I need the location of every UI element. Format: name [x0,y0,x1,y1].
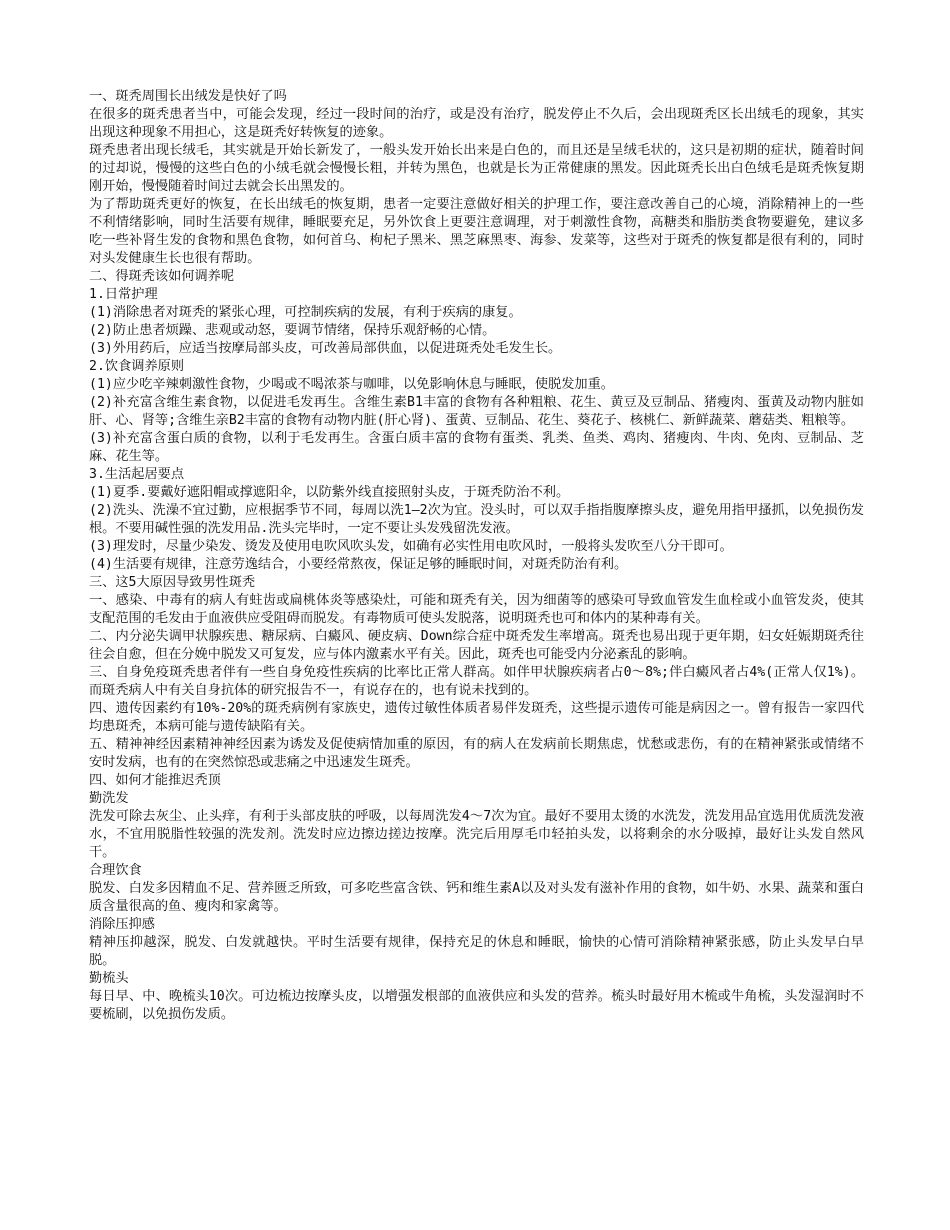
sub-heading: 3.生活起居要点 [89,467,185,482]
body-paragraph: 每日早、中、晚梳头10次。可边梳边按摩头皮，以增强发根部的血液供应和头发的营养。梳头时最好用木梳或牛角梳，头发湿润时不要梳刷，以免损伤发质。 [89,989,864,1022]
sub-heading: 勤梳头 [89,971,129,986]
body-paragraph: 洗发可除去灰尘、止头痒，有利于头部皮肤的呼吸，以每周洗发4～7次为宜。最好不要用太烫的水洗发，洗发用品宜选用优质洗发液水，不宜用脱脂性较强的洗发剂。洗发时应边擦边搓边按摩。洗完后用厚毛巾轻拍头发，以将剩余的水分吸掉，最好让头发自然风干。 [89,809,864,860]
body-paragraph: 斑秃患者出现长绒毛，其实就是开始长新发了，一般头发开始长出来是白色的，而且还是呈绒毛状的，这只是初期的症状，随着时间的过却说，慢慢的这些白色的小绒毛就会慢慢长粗，并转为黑色，也就是长为正常健康的黑发。因此斑秃长出白色绒毛是斑秃恢复期刚开始，慢慢随着时间过去就会长出黑发的。 [89,143,864,194]
document-body [89,88,864,1024]
body-paragraph: 二、内分泌失调甲状腺疾患、糖尿病、白癜风、硬皮病、Down综合症中斑秃发生率增高。斑秃也易出现于更年期，妇女妊娠期斑秃往往会自愈，但在分娩中脱发又可复发，应与体内激素水平有关。因此，斑秃也可能受内分泌紊乱的影响。 [89,629,864,662]
list-item: (3)外用药后，应适当按摩局部头皮，可改善局部供血，以促进斑秃处毛发生长。 [89,341,562,356]
list-item: (2)防止患者烦躁、悲观或动怒，要调节情绪，保持乐观舒畅的心情。 [89,323,496,338]
sub-heading: 消除压抑感 [89,917,155,932]
sub-heading: 2.饮食调养原则 [89,359,185,374]
section-heading: 一、斑秃周围长出绒发是快好了吗 [89,89,287,104]
list-item: (1)应少吃辛辣刺激性食物，少喝或不喝浓茶与咖啡，以免影响休息与睡眠，使脱发加重。 [89,377,614,392]
list-item: (4)生活要有规律，注意劳逸结合，小要经常熬夜，保证足够的睡眠时间，对斑秃防治有利。 [89,557,628,572]
body-paragraph: 五、精神神经因素精神神经因素为诱发及促使病情加重的原因，有的病人在发病前长期焦虑，忧愁或悲伤，有的在精神紧张或情绪不安时发病，也有的在突然惊恐或悲痛之中迅速发生斑秃。 [89,737,864,770]
list-item: (3)补充富含蛋白质的食物，以利于毛发再生。含蛋白质丰富的食物有蛋类、乳类、鱼类、鸡肉、猪瘦肉、牛肉、免肉、豆制品、芝麻、花生等。 [89,431,864,464]
body-paragraph: 脱发、白发多因精血不足、营养匮乏所致，可多吃些富含铁、钙和维生素A以及对头发有滋补作用的食物，如牛奶、水果、蔬菜和蛋白质含量很高的鱼、瘦肉和家禽等。 [89,881,864,914]
section-heading: 四、如何才能推迟秃顶 [89,773,221,788]
list-item: (2)补充富含维生素食物，以促进毛发再生。含维生素B1丰富的食物有各种粗粮、花生、黄豆及豆制品、猪瘦肉、蛋黄及动物内脏如肝、心、肾等;含维生亲B2丰富的食物有动物内脏(肝心肾)、蛋黄、豆制品、花生、葵花子、核桃仁、新鲜蔬菜、蘑菇类、粗粮等。 [89,395,864,428]
body-paragraph: 精神压抑越深，脱发、白发就越快。平时生活要有规律，保持充足的休息和睡眠，愉快的心情可消除精神紧张感，防止头发早白早脱。 [89,935,864,968]
body-paragraph: 一、感染、中毒有的病人有蛀齿或扁桃体炎等感染灶，可能和斑秃有关，因为细菌等的感染可导致血管发生血栓或小血管发炎，使其支配范围的毛发由于血液供应受阻碍而脱发。有毒物质可使头发脱落，说明斑秃也可和体内的某种毒有关。 [89,593,864,626]
sub-heading: 勤洗发 [89,791,129,806]
body-paragraph: 为了帮助斑秃更好的恢复，在长出绒毛的恢复期，患者一定要注意做好相关的护理工作，要注意改善自己的心境，消除精神上的一些不利情绪影响，同时生活要有规律，睡眠要充足，另外饮食上更要注意调理，对于刺激性食物，高糖类和脂肪类食物要避免，建议多吃一些补肾生发的食物和黑色食物，如何首乌、枸杞子黑米、黑芝麻黑枣、海参、发菜等，这些对于斑秃的恢复都是很有利的，同时对头发健康生长也很有帮助。 [89,197,864,266]
sub-heading: 合理饮食 [89,863,142,878]
body-paragraph: 三、自身免疫斑秃患者伴有一些自身免疫性疾病的比率比正常人群高。如伴甲状腺疾病者占0～8%;伴白癜风者占4%(正常人仅1%)。而斑秃病人中有关自身抗体的研究报告不一，有说存在的，也有说未找到的。 [89,665,864,698]
sub-heading: 1.日常护理 [89,287,158,302]
list-item: (1)夏季.要戴好遮阳帽或撑遮阳伞，以防紫外线直接照射头皮，于斑秃防治不利。 [89,485,570,500]
list-item: (2)洗头、洗澡不宜过勤，应根据季节不同，每周以洗1—2次为宜。没头时，可以双手指指腹摩擦头皮，避免用指甲搔抓，以免损伤发根。不要用碱性强的洗发用品.洗头完毕时，一定不要让头发残留洗发液。 [89,503,864,536]
body-paragraph: 在很多的斑秃患者当中，可能会发现，经过一段时间的治疗，或是没有治疗，脱发停止不久后，会出现斑秃区长出绒毛的现象，其实出现这种现象不用担心，这是斑秃好转恢复的迹象。 [89,107,864,140]
list-item: (3)理发时，尽量少染发、烫发及使用电吹风吹头发，如确有必实性用电吹风时，一般将头发吹至八分干即可。 [89,539,733,554]
list-item: (1)消除患者对斑秃的紧张心理，可控制疾病的发展，有利于疾病的康复。 [89,305,522,320]
section-heading: 二、得斑秃该如何调养呢 [89,269,235,284]
section-heading: 三、这5大原因导致男性斑秃 [89,575,256,590]
body-paragraph: 四、遗传因素约有10%-20%的斑秃病例有家族史，遗传过敏性体质者易伴发斑秃，这些提示遗传可能是病因之一。曾有报告一家四代均患斑秃，本病可能与遗传缺陷有关。 [89,701,864,734]
